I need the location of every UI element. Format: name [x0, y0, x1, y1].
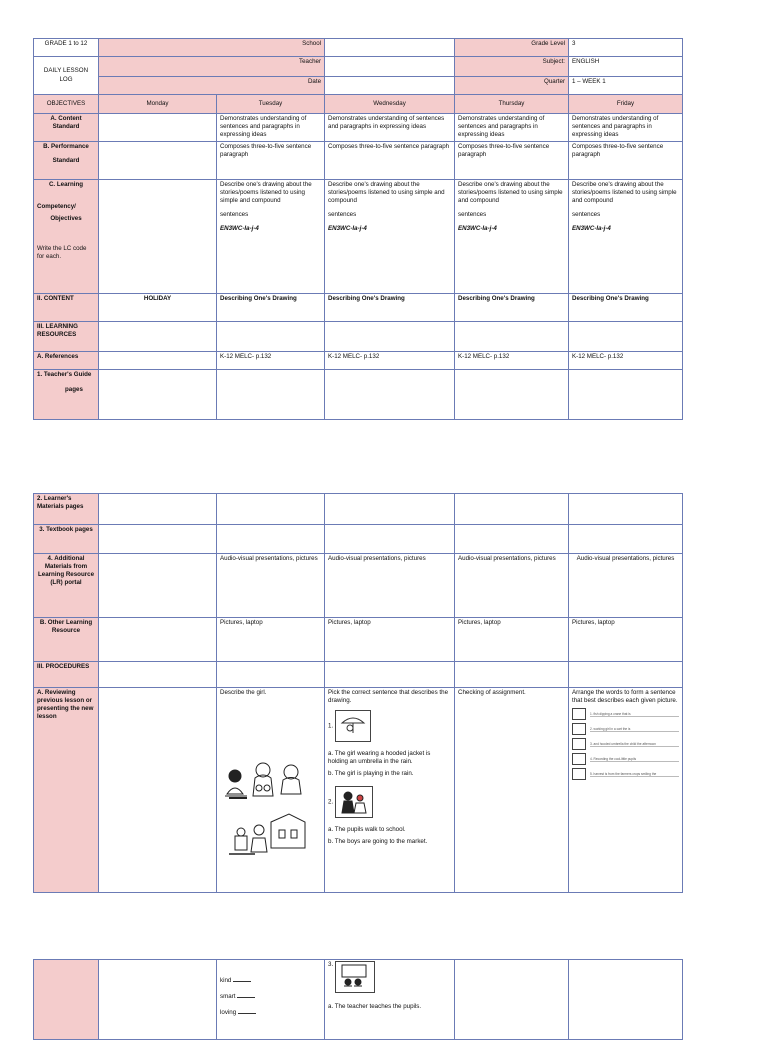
worksheet-item-3: 3. and hooded umbrella the child the afternoon	[590, 742, 679, 747]
content-tue: Describing One's Drawing	[217, 294, 325, 322]
other-resources-fri: Pictures, laptop	[569, 618, 683, 662]
performance-standard-fri: Composes three-to-five sentence paragraph	[569, 142, 683, 180]
performance-standard-wed: Composes three-to-five sentence paragraph	[325, 142, 455, 180]
date-value	[325, 77, 455, 95]
reviewing-continued-row	[34, 960, 683, 1040]
content-label: II. CONTENT	[34, 294, 99, 322]
content-standard-wed: Demonstrates understanding of sentences and paragraphs in expressing ideas	[325, 114, 455, 142]
reviewing-row	[34, 688, 683, 893]
content-fri: Describing One's Drawing	[569, 294, 683, 322]
additional-materials-row	[34, 554, 683, 618]
worksheet-item-2: 2. working girl in a cart the is	[590, 727, 679, 732]
col-monday: Monday	[99, 95, 217, 114]
quarter-label: Quarter	[455, 77, 569, 95]
arrange-words-worksheet	[572, 708, 679, 780]
worksheet-picture-5	[572, 768, 586, 780]
subject-value: ENGLISH	[569, 57, 683, 77]
word-loving: loving	[220, 1009, 237, 1017]
textbook-label: 3. Textbook pages	[34, 525, 99, 554]
log-title: DAILY LESSON LOG	[34, 57, 99, 95]
word-smart: smart	[220, 993, 236, 1001]
learning-competency-tue: Describe one's drawing about the stories/poems listened to using simple and compound sentences EN3WC-Ia-j-4	[217, 180, 325, 294]
other-resources-thu: Pictures, laptop	[455, 618, 569, 662]
grade-level-value: 3	[569, 39, 683, 57]
worksheet-item-1: 1. fish dipping a crane that is	[590, 712, 679, 717]
reviewing-wed-continued: 3. a. The teacher teaches the pupils.	[325, 960, 455, 1040]
learning-competency-wed: Describe one's drawing about the stories/poems listened to using simple and compound sentences EN3WC-Ia-j-4	[325, 180, 455, 294]
references-label: A. References	[34, 352, 99, 370]
lesson-log-table-2	[33, 493, 683, 893]
learning-competency-row	[34, 180, 683, 294]
pupils-walking-image	[335, 786, 373, 818]
reviewing-tue: Describe the girl.	[217, 688, 325, 893]
additional-materials-fri: Audio-visual presentations, pictures	[569, 554, 683, 618]
content-row	[34, 294, 683, 322]
additional-materials-wed: Audio-visual presentations, pictures	[325, 554, 455, 618]
col-friday: Friday	[569, 95, 683, 114]
worksheet-picture-1	[572, 708, 586, 720]
content-standard-tue: Demonstrates understanding of sentences and paragraphs in expressing ideas	[217, 114, 325, 142]
references-tue: K-12 MELC- p.132	[217, 352, 325, 370]
learning-resources-label: III. LEARNING RESOURCES	[34, 322, 99, 352]
content-mon: HOLIDAY	[99, 294, 217, 322]
content-wed: Describing One's Drawing	[325, 294, 455, 322]
teacher-label: Teacher	[99, 57, 325, 77]
procedures-label: III. PROCEDURES	[34, 662, 99, 688]
worksheet-item-4: 4. Recording the cool-little pupils	[590, 757, 679, 762]
lesson-log-table-3	[33, 959, 683, 1040]
worksheet-picture-4	[572, 753, 586, 765]
content-standard-thu: Demonstrates understanding of sentences and paragraphs in expressing ideas	[455, 114, 569, 142]
additional-materials-label: 4. Additional Materials from Learning Resource (LR) portal	[34, 554, 99, 618]
reviewing-label: A. Reviewing previous lesson or presenting the new lesson	[34, 688, 99, 893]
learning-resources-row	[34, 322, 683, 352]
performance-standard-row	[34, 142, 683, 180]
content-standard-row	[34, 114, 683, 142]
learning-competency-thu: Describe one's drawing about the stories/poems listened to using simple and compound sentences EN3WC-Ia-j-4	[455, 180, 569, 294]
content-thu: Describing One's Drawing	[455, 294, 569, 322]
performance-standard-label: B. Performance Standard	[34, 142, 99, 180]
column-header-row	[34, 95, 683, 114]
learning-competency-label: C. Learning Competency/ Objectives Write the LC code for each.	[34, 180, 99, 294]
girls-drawing-image	[219, 758, 319, 888]
other-resources-row	[34, 618, 683, 662]
content-standard-fri: Demonstrates understanding of sentences and paragraphs in expressing ideas	[569, 114, 683, 142]
reviewing-fri: Arrange the words to form a sentence that best describes each given picture. 1. fish dipping a crane that is 2. working girl in a cart the is 3. and hooded umbrella the child the afternoon 4. Recording the cool-little pupils 5. harvest is from the farmers crops smiling the	[569, 688, 683, 893]
references-row	[34, 352, 683, 370]
school-label: School	[99, 39, 325, 57]
describe-words-tue	[217, 960, 325, 1040]
other-resources-tue: Pictures, laptop	[217, 618, 325, 662]
references-thu: K-12 MELC- p.132	[455, 352, 569, 370]
col-thursday: Thursday	[455, 95, 569, 114]
grade-label: GRADE 1 to 12	[34, 39, 99, 57]
reviewing-wed: Pick the correct sentence that describes the drawing. 1. a. The girl wearing a hooded jacket is holding an umbrella in the rain. b. The girl is playing in the rain. 2. a. The pupils walk to school. b. The boys are going to the market.	[325, 688, 455, 893]
performance-standard-tue: Composes three-to-five sentence paragraph	[217, 142, 325, 180]
procedures-row	[34, 662, 683, 688]
content-standard-label: A. Content Standard	[34, 114, 99, 142]
lesson-log-table-1	[33, 38, 683, 420]
grade-level-label: Grade Level	[455, 39, 569, 57]
school-value	[325, 39, 455, 57]
learners-materials-row	[34, 494, 683, 525]
references-fri: K-12 MELC- p.132	[569, 352, 683, 370]
subject-label: Subject:	[455, 57, 569, 77]
teachers-guide-label: 1. Teacher's Guide pages	[34, 370, 99, 420]
teacher-pupils-image	[335, 961, 375, 993]
textbook-row	[34, 525, 683, 554]
performance-standard-thu: Composes three-to-five sentence paragraph	[455, 142, 569, 180]
worksheet-picture-2	[572, 723, 586, 735]
teacher-value	[325, 57, 455, 77]
learners-materials-label: 2. Learner's Materials pages	[34, 494, 99, 525]
worksheet-item-5: 5. harvest is from the farmers crops smiling the	[590, 772, 679, 777]
additional-materials-tue: Audio-visual presentations, pictures	[217, 554, 325, 618]
worksheet-picture-3	[572, 738, 586, 750]
word-kind: kind	[220, 977, 232, 984]
col-wednesday: Wednesday	[325, 95, 455, 114]
date-label: Date	[99, 77, 325, 95]
additional-materials-thu: Audio-visual presentations, pictures	[455, 554, 569, 618]
col-tuesday: Tuesday	[217, 95, 325, 114]
quarter-value: 1 – WEEK 1	[569, 77, 683, 95]
learning-competency-fri: Describe one's drawing about the stories/poems listened to using simple and compound sentences EN3WC-Ia-j-4	[569, 180, 683, 294]
other-resources-wed: Pictures, laptop	[325, 618, 455, 662]
reviewing-thu: Checking of assignment.	[455, 688, 569, 893]
other-resources-label: B. Other Learning Resource	[34, 618, 99, 662]
girl-umbrella-image	[335, 710, 371, 742]
col-objectives: OBJECTIVES	[34, 95, 99, 114]
references-wed: K-12 MELC- p.132	[325, 352, 455, 370]
teachers-guide-row	[34, 370, 683, 420]
